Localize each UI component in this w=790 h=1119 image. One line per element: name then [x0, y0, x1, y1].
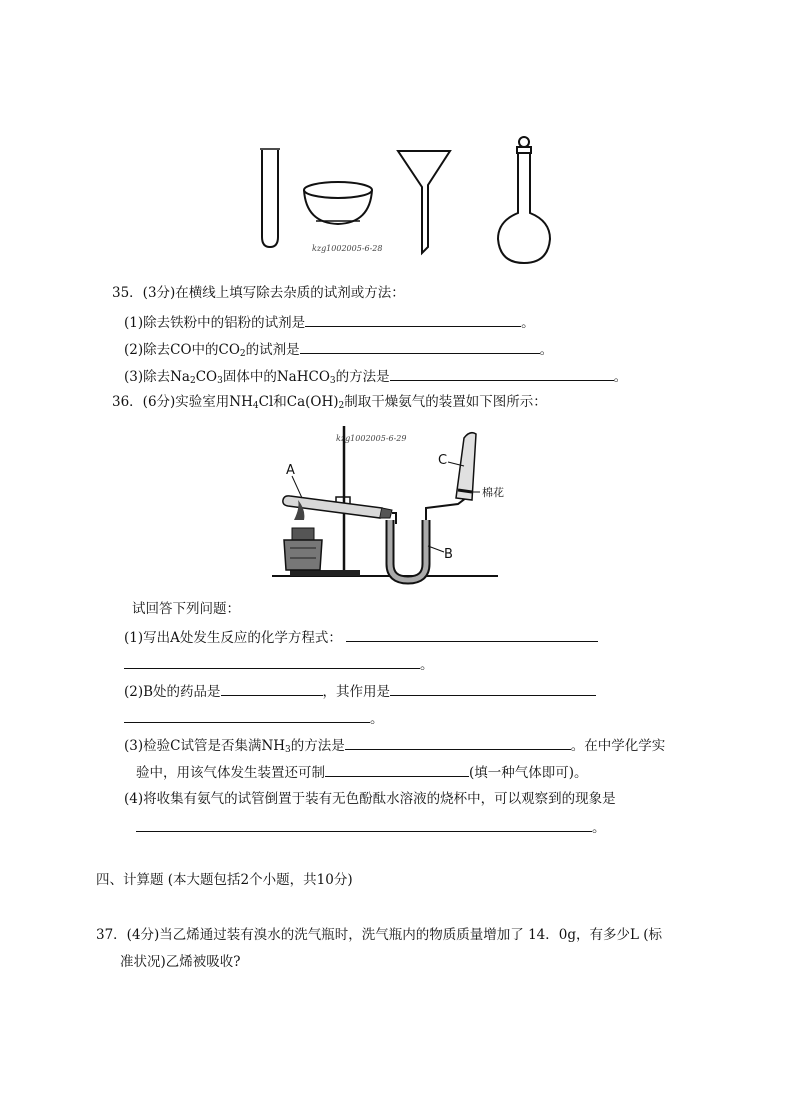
q35-part3: [124, 366, 627, 386]
volumetric-flask-drawing: [498, 137, 550, 263]
q36-part1: [124, 627, 598, 647]
q35-part1-end: 。: [521, 315, 535, 331]
label-b: B: [444, 547, 453, 562]
q35-part3-text-b: CO: [195, 369, 218, 385]
figure2-caption: kzg1002005-6-29: [336, 434, 407, 443]
q35-part3-sub3: 3: [329, 376, 336, 386]
q36-part3: [124, 735, 665, 755]
label-cotton: 棉花: [482, 486, 504, 499]
label-a: A: [286, 463, 295, 478]
q35-part1-text: (1)除去铁粉中的铝粉的试剂是: [124, 315, 306, 331]
u-tube-b-drawing: [390, 520, 426, 580]
q35-part3-end: 。: [613, 369, 628, 385]
q36-part2-cont: [124, 708, 384, 728]
q36-part1-text: (1)写出A处发生反应的化学方程式：: [124, 630, 342, 646]
q37-line2: 准状况)乙烯被吸收?: [120, 954, 241, 970]
q35-blank2[interactable]: [300, 339, 540, 354]
evaporating-dish-drawing: [304, 182, 372, 224]
q35-part3-sub2: 3: [217, 376, 223, 386]
q36-part3-cont: [136, 762, 588, 782]
ammonia-apparatus-figure: [268, 420, 504, 582]
q35-title: 35．(3分)在横线上填写除去杂质的试剂或方法：: [112, 285, 405, 301]
q35-part2-end: 。: [539, 342, 554, 358]
q35-part3-sub1: 2: [189, 376, 196, 386]
q36-part3-text-b: 的方法是: [290, 738, 345, 754]
q36-part4-cont: [136, 817, 606, 837]
figure1-caption: kzg1002005-6-28: [312, 244, 383, 253]
q36-blank3a[interactable]: [345, 735, 571, 750]
q36-part2: [124, 681, 596, 701]
test-tube-c-drawing: [456, 433, 476, 500]
glassware-figure: [250, 135, 550, 270]
q36-part3-sub: 3: [285, 745, 291, 755]
q36-part2-text-b: ，其作用是: [322, 684, 391, 700]
q36-part4: (4)将收集有氨气的试管倒置于装有无色酚酞水溶液的烧杯中，可以观察到的现象是: [124, 791, 616, 807]
q36-part4-end: 。: [592, 820, 606, 836]
q35-part3-text-a: (3)除去Na: [124, 369, 190, 385]
q36-title-a: 36．(6分)实验室用NH: [112, 394, 253, 410]
q36-blank3b[interactable]: [325, 762, 469, 777]
q36-title-c: 制取干燥氨气的装置如下图所示：: [344, 394, 547, 410]
label-a-pointer: [292, 476, 302, 498]
q35-part2-text-a: (2)除去CO中的CO: [124, 342, 240, 358]
test-tube-drawing: [260, 149, 280, 247]
section4-title: 四、计算题 (本大题包括2个小题，共10分): [96, 872, 353, 888]
q36-part3-text-d: 验中，用该气体发生装置还可制: [136, 765, 325, 781]
q36-title: [112, 393, 547, 411]
q36-part1-end: 。: [420, 657, 434, 673]
q36-blank2a[interactable]: [221, 681, 323, 696]
q36-blank2b[interactable]: [390, 681, 596, 696]
q36-part3-text-e: (填一种气体即可)。: [469, 765, 588, 781]
alcohol-lamp-drawing: [284, 500, 322, 570]
q36-blank4[interactable]: [136, 817, 592, 832]
q35-part2-sub: 2: [239, 349, 246, 359]
q35-part2-text-b: 的试剂是: [245, 342, 300, 358]
q36-title-b: Cl和Ca(OH): [258, 394, 339, 410]
q36-blank2c[interactable]: [124, 708, 370, 723]
q36-part3-text-c: 。在中学化学实: [570, 738, 666, 754]
q36-blank1b[interactable]: [124, 654, 420, 669]
q36-part3-text-a: (3)检验C试管是否集满NH: [124, 738, 286, 754]
q36-ask: 试回答下列问题：: [132, 601, 240, 617]
q37-line1: 37．(4分)当乙烯通过装有溴水的洗气瓶时，洗气瓶内的物质质量增加了 14．0g，有多少L (标: [96, 927, 663, 943]
q35-part3-text-c: 固体中的NaHCO: [222, 369, 330, 385]
delivery-tube-2: [426, 498, 466, 520]
q36-part2-end: 。: [370, 711, 384, 727]
q35-part1: [124, 312, 535, 332]
q36-title-sub1: 4: [252, 401, 259, 411]
q35-part3-text-d: 的方法是: [335, 369, 390, 385]
label-c: C: [438, 453, 448, 468]
q35-blank3[interactable]: [390, 366, 614, 381]
q36-title-sub2: 2: [338, 401, 345, 411]
stand-base: [290, 570, 360, 576]
q35-blank1[interactable]: [305, 312, 521, 327]
q36-part1-cont: [124, 654, 434, 674]
funnel-drawing: [398, 151, 450, 253]
q36-blank1a[interactable]: [346, 627, 598, 642]
q36-part2-text-a: (2)B处的药品是: [124, 684, 221, 700]
q35-part2: [124, 339, 553, 359]
